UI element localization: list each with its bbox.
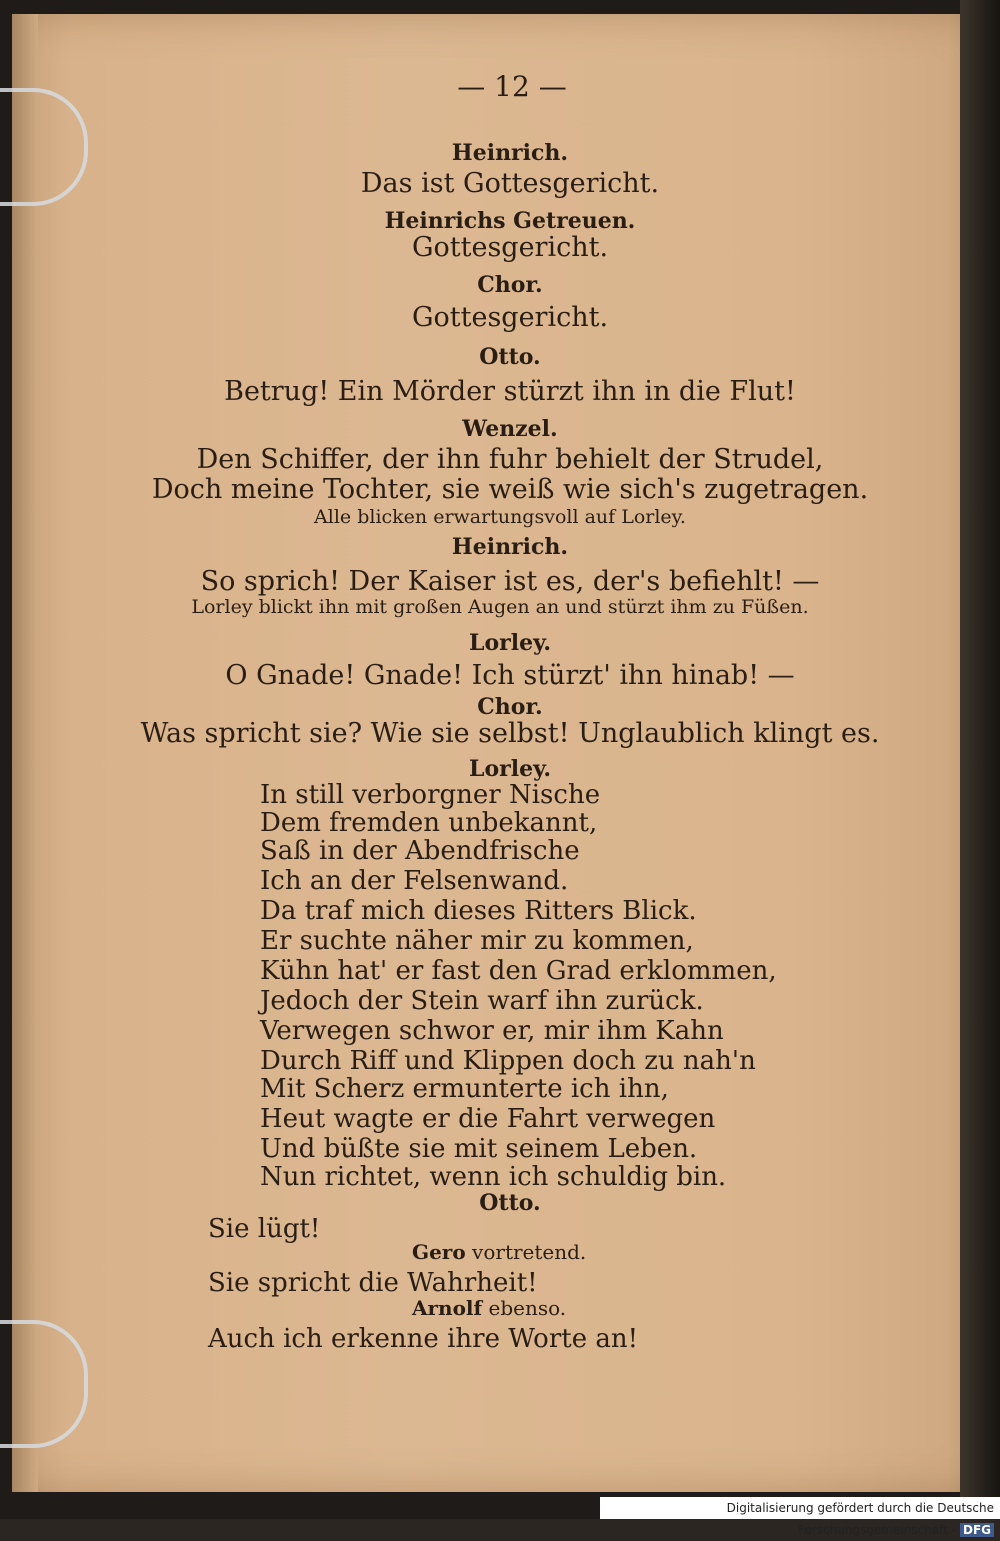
speaker-name: Otto. bbox=[479, 344, 541, 370]
verse-line: Da traf mich dieses Ritters Blick. bbox=[260, 896, 697, 926]
speaker-name: Heinrich. bbox=[451, 534, 569, 560]
verse-line: Verwegen schwor er, mir ihm Kahn bbox=[260, 1016, 724, 1046]
dialogue-line: Gottesgericht. bbox=[411, 302, 609, 333]
verse-line: Kühn hat' er fast den Grad erklommen, bbox=[260, 956, 777, 986]
verse-line: In still verborgner Nische bbox=[260, 780, 601, 810]
speaker-with-direction bbox=[412, 1296, 566, 1320]
speaker-name: Lorley. bbox=[468, 630, 551, 656]
dialogue-line: Sie spricht die Wahrheit! bbox=[208, 1268, 538, 1298]
verse-line: Saß in der Abendfrische bbox=[260, 836, 580, 866]
verse-line: Nun richtet, wenn ich schuldig bin. bbox=[260, 1162, 727, 1192]
speaker-name: Heinrichs Getreuen. bbox=[384, 208, 636, 234]
stage-direction: Alle blicken erwartungsvoll auf Lorley. bbox=[314, 506, 686, 528]
stage-direction: ebenso. bbox=[482, 1296, 567, 1320]
speaker-name: Otto. bbox=[479, 1190, 541, 1216]
speaker-name: Gero bbox=[412, 1240, 466, 1264]
verse-line: Mit Scherz ermunterte ich ihn, bbox=[260, 1074, 669, 1104]
digitization-credit bbox=[600, 1497, 1000, 1537]
dialogue-line: Betrug! Ein Mörder stürzt ihn in die Flut! bbox=[224, 376, 796, 407]
speaker-name: Chor. bbox=[477, 272, 543, 298]
dialogue-line: So sprich! Der Kaiser ist es, der's befiehlt! — bbox=[200, 566, 820, 597]
dialogue-line: Den Schiffer, der ihn fuhr behielt der Strudel, bbox=[196, 444, 824, 475]
credit-text: Digitalisierung gefördert durch die Deutsche Forschungsgemeinschaft - bbox=[726, 1501, 994, 1537]
speaker-name: Arnolf bbox=[412, 1296, 483, 1320]
stage-direction: Lorley blickt ihn mit großen Augen an und stürzt ihm zu Füßen. bbox=[191, 596, 809, 618]
dialogue-line: Doch meine Tochter, sie weiß wie sich's zugetragen. bbox=[151, 474, 869, 505]
verse-line: Heut wagte er die Fahrt verwegen bbox=[260, 1104, 716, 1134]
dialogue-line: O Gnade! Gnade! Ich stürzt' ihn hinab! — bbox=[225, 660, 795, 691]
verse-line: Ich an der Felsenwand. bbox=[260, 866, 569, 896]
speaker-name: Wenzel. bbox=[462, 416, 558, 442]
dialogue-line: Was spricht sie? Wie sie selbst! Unglaublich klingt es. bbox=[140, 718, 880, 749]
verse-line: Durch Riff und Klippen doch zu nah'n bbox=[260, 1046, 756, 1076]
dialogue-line: Gottesgericht. bbox=[411, 232, 609, 263]
verse-line: Und büßte sie mit seinem Leben. bbox=[260, 1134, 698, 1164]
verse-line: Jedoch der Stein warf ihn zurück. bbox=[260, 986, 704, 1016]
speaker-name: Chor. bbox=[477, 694, 543, 720]
speaker-name: Heinrich. bbox=[451, 140, 569, 166]
speaker-name: Lorley. bbox=[468, 756, 551, 782]
stage-direction: vortretend. bbox=[465, 1240, 587, 1264]
dfg-logo: DFG bbox=[960, 1523, 994, 1537]
dialogue-line: Das ist Gottesgericht. bbox=[360, 168, 660, 199]
dialogue-line: Sie lügt! bbox=[208, 1214, 321, 1244]
verse-line: Dem fremden unbekannt, bbox=[260, 808, 598, 838]
speaker-with-direction bbox=[412, 1240, 586, 1264]
verse-line: Er suchte näher mir zu kommen, bbox=[260, 926, 694, 956]
page-number: — 12 — bbox=[457, 70, 567, 103]
dialogue-line: Auch ich erkenne ihre Worte an! bbox=[208, 1324, 639, 1354]
